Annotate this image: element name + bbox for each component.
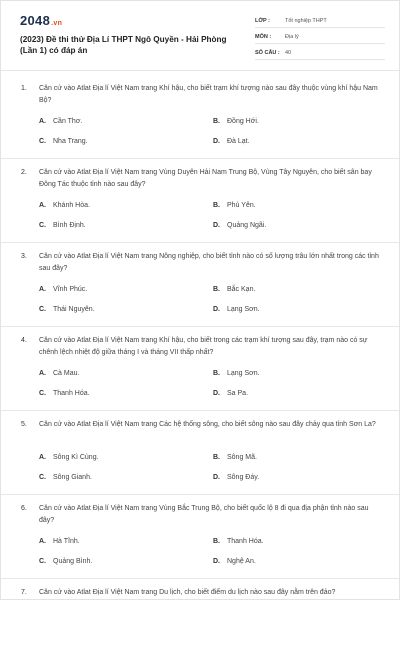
option-c[interactable] [39,221,86,231]
option-letter: C. [39,306,46,313]
question-text: Căn cứ vào Atlat Địa lí Việt Nam trang Du lịch, cho biết điểm du lịch nào sau đây nằm trên đảo? [39,589,336,596]
option-a[interactable] [39,285,87,295]
option-text: Cà Mau. [53,370,80,377]
option-text: Đồng Hới. [227,118,259,125]
option-letter: C. [39,474,46,481]
option-text: Nghệ An. [227,558,256,565]
option-letter: B. [213,286,220,293]
option-d[interactable] [213,137,250,147]
info-row-question-count [255,47,385,60]
question-list [1,83,399,671]
option-d[interactable] [213,305,260,315]
option-letter: D. [213,306,220,313]
option-letter: D. [213,558,220,565]
option-letter: A. [39,370,46,377]
logo-suffix-text: .vn [51,20,63,27]
info-value-class: Tốt nghiệp THPT [285,18,327,24]
question-4 [1,335,399,419]
option-d[interactable] [213,557,256,567]
option-text: Bình Định. [53,222,86,229]
option-letter: C. [39,222,46,229]
option-text: Quảng Ngãi. [227,222,267,229]
option-text: Thanh Hóa. [53,390,90,397]
option-text: Thanh Hóa. [227,538,264,545]
question-number: 6. [21,505,27,512]
exam-info-panel [255,15,385,63]
info-value-question-count: 40 [285,50,292,56]
question-text: Căn cứ vào Atlat Địa lí Việt Nam trang Các hệ thống sông, cho biết sông nào sau đây chảy qua tỉnh Sơn La? [39,421,376,428]
question-text: Căn cứ vào Atlat Địa lí Việt Nam trang Khí hậu, cho biết trong các trạm khí tượng sau đây, trạm nào có sự chênh lệch nhiệt độ giữa tháng I và tháng VII thấp nhất? [39,337,368,356]
option-letter: D. [213,474,220,481]
option-b[interactable] [213,285,255,295]
option-c[interactable] [39,557,92,567]
question-divider [1,242,399,243]
question-divider [1,158,399,159]
option-c[interactable] [39,389,90,399]
option-c[interactable] [39,137,88,147]
info-value-subject: Địa lý [285,34,299,40]
logo-main-text: 2048 [20,13,51,28]
option-text: Nha Trang. [53,138,88,145]
option-text: Quảng Bình. [53,558,93,565]
question-2 [1,167,399,251]
site-logo[interactable] [20,14,62,31]
option-text: Lạng Sơn. [227,370,260,377]
question-number: 2. [21,169,27,176]
question-number: 1. [21,85,27,92]
header-divider [1,70,399,71]
question-number: 3. [21,253,27,260]
info-row-class [255,15,385,28]
option-text: Sông Mã. [227,454,257,461]
option-letter: B. [213,202,220,209]
question-3 [1,251,399,335]
option-letter: A. [39,538,46,545]
question-divider [1,494,399,495]
question-number: 7. [21,589,27,596]
option-text: Sông Gianh. [53,474,92,481]
option-letter: B. [213,118,220,125]
option-b[interactable] [213,201,256,211]
question-text: Căn cứ vào Atlat Địa lí Việt Nam trang Vùng Bắc Trung Bộ, cho biết quốc lộ 8 đi qua địa phận tỉnh nào sau đây? [39,505,369,524]
info-label-question-count: SỐ CÂU : [255,50,280,56]
option-c[interactable] [39,473,92,483]
option-text: Vĩnh Phúc. [53,286,88,293]
question-divider [1,578,399,579]
option-d[interactable] [213,473,259,483]
option-letter: C. [39,390,46,397]
option-letter: D. [213,138,220,145]
exam-header [1,1,399,71]
question-divider [1,410,399,411]
option-text: Thái Nguyên. [53,306,95,313]
question-text: Căn cứ vào Atlat Địa lí Việt Nam trang Nông nghiệp, cho biết tỉnh nào có số lượng trâu lớn nhất trong các tỉnh sau đây? [39,253,379,272]
option-b[interactable] [213,369,260,379]
option-text: Hà Tĩnh. [53,538,80,545]
option-b[interactable] [213,117,259,127]
option-text: Sông Kì Cùng. [53,454,99,461]
option-letter: B. [213,538,220,545]
option-c[interactable] [39,305,95,315]
option-letter: A. [39,118,46,125]
option-text: Cần Thơ. [53,118,83,125]
option-letter: B. [213,454,220,461]
question-1 [1,83,399,167]
question-5 [1,419,399,503]
question-number: 5. [21,421,27,428]
question-6 [1,503,399,587]
option-text: Sông Đáy. [227,474,260,481]
exam-title: (2023) Đề thi thử Địa Lí THPT Ngô Quyền - Hải Phòng (Lần 1) có đáp án [20,35,227,55]
option-b[interactable] [213,453,257,463]
question-number: 4. [21,337,27,344]
option-letter: C. [39,558,46,565]
question-text: Căn cứ vào Atlat Địa lí Việt Nam trang Vùng Duyên Hải Nam Trung Bộ, Vùng Tây Nguyên, cho biết sân bay Đông Tác thuộc tỉnh nào sau đây? [39,169,372,188]
option-a[interactable] [39,537,80,547]
option-a[interactable] [39,369,79,379]
option-text: Khánh Hòa. [53,202,90,209]
option-letter: A. [39,286,46,293]
option-letter: D. [213,222,220,229]
option-b[interactable] [213,537,264,547]
question-text: Căn cứ vào Atlat Địa lí Việt Nam trang Khí hậu, cho biết trạm khí tượng nào sau đây thuộc vùng khí hậu Nam Bộ? [39,85,378,104]
option-text: Đà Lạt. [227,138,250,145]
option-letter: A. [39,454,46,461]
option-d[interactable] [213,221,266,231]
option-a[interactable] [39,453,99,463]
option-a[interactable] [39,201,90,211]
option-text: Bắc Kạn. [227,286,256,293]
option-letter: B. [213,370,220,377]
option-text: Phú Yên. [227,202,256,209]
option-letter: A. [39,202,46,209]
option-text: Sa Pa. [227,390,249,397]
option-d[interactable] [213,389,248,399]
option-letter: D. [213,390,220,397]
info-label-class: LỚP : [255,18,270,24]
question-divider [1,326,399,327]
info-row-subject [255,31,385,44]
option-text: Lạng Sơn. [227,306,260,313]
option-a[interactable] [39,117,82,127]
info-label-subject: MÔN : [255,34,272,40]
option-letter: C. [39,138,46,145]
